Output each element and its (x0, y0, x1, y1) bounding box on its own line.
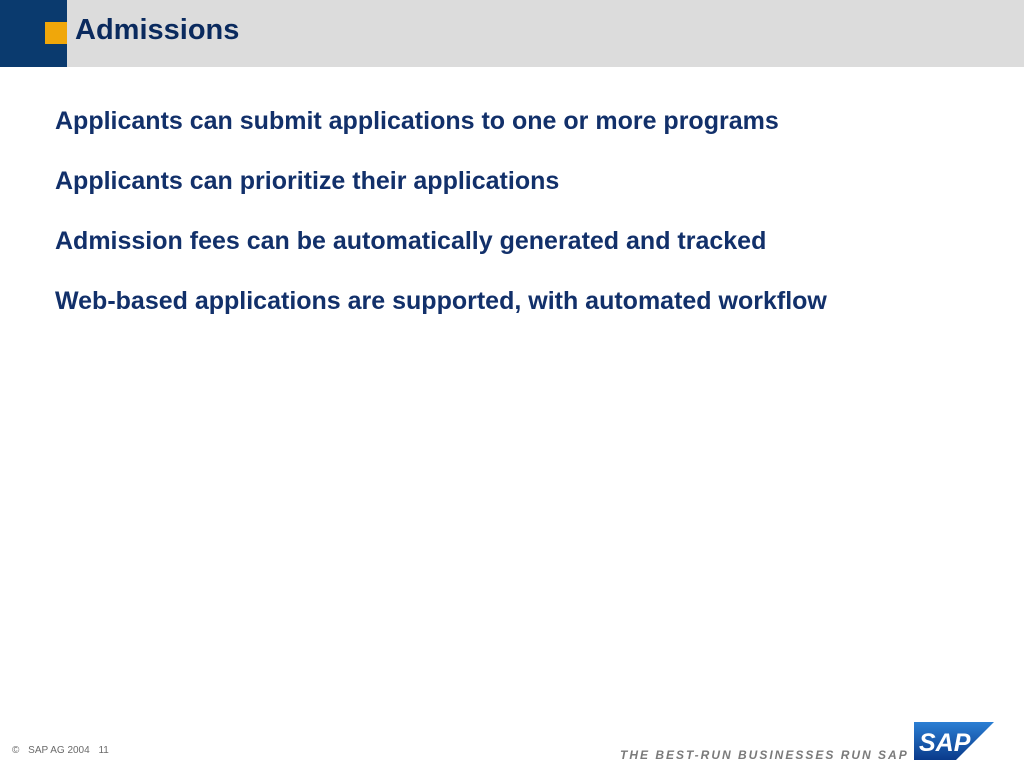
bullet-item: Web-based applications are supported, with automated workflow (55, 287, 827, 315)
copyright-footer (12, 745, 115, 756)
copyright-icon: © (12, 745, 20, 756)
tagline: THE BEST-RUN BUSINESSES RUN SAP (620, 748, 909, 762)
copyright-text: SAP AG 2004 (28, 745, 90, 756)
slide-title: Admissions (75, 14, 240, 46)
title-accent-square (45, 22, 67, 44)
bullet-item: Applicants can prioritize their applications (55, 167, 560, 195)
bullet-list (55, 102, 827, 342)
sap-logo (914, 720, 994, 762)
page-number: 11 (98, 745, 109, 756)
sap-logo-text: SAP (919, 729, 971, 757)
bullet-item: Applicants can submit applications to one or more programs (55, 107, 779, 135)
bullet-item: Admission fees can be automatically generated and tracked (55, 227, 767, 255)
